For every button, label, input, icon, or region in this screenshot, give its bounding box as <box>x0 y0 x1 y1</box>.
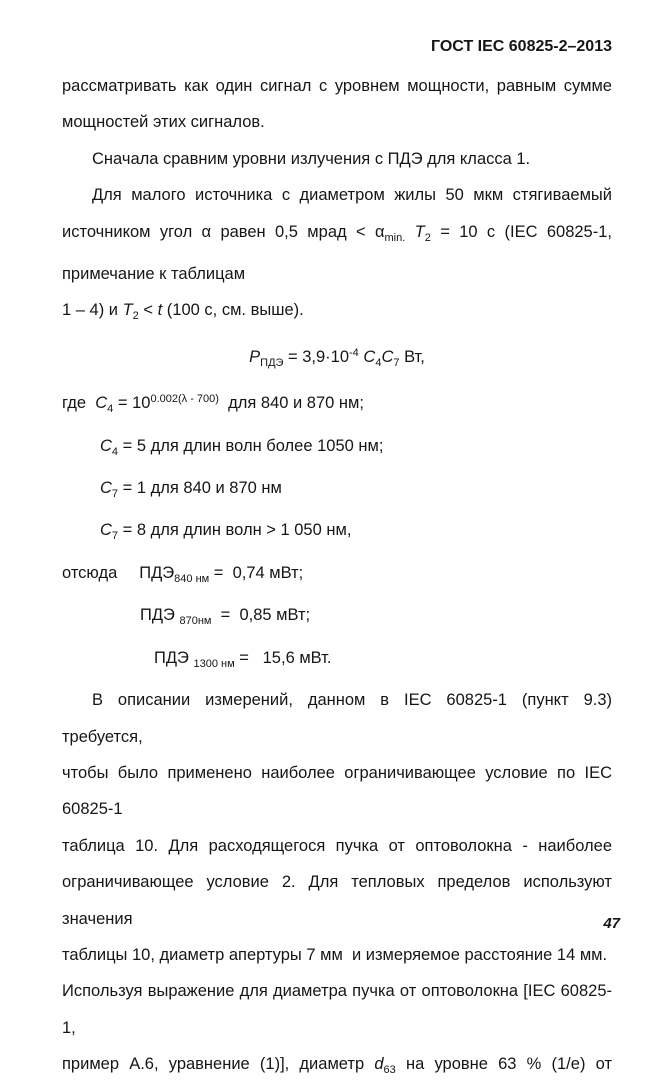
para-beam-diameter-line2: пример А.6, уравнение (1)], диаметр $d_{63}$ на уровне 63 % (1/е) от <box>62 1055 612 1077</box>
exponent: -4 <box>349 346 359 359</box>
para-small-source-line1: Для малого источника с диаметром жилы 50 мкм стягиваемый <box>92 186 612 205</box>
para-measurement-line4: ограничивающее условие 2. Для тепловых пределов используют значения <box>62 873 612 928</box>
where-c4-formula: где $C_4 = 10^{0.002(\lambda - 700)}$ для 840 и 870 нм; <box>62 393 364 416</box>
t2-symbol: T <box>122 301 133 320</box>
para-small-source-line3: примечание к таблицам <box>62 265 246 284</box>
para-measurement-line1: В описании измерений, данном в IEC 60825-1 (пункт 9.3) требуется, <box>62 691 612 746</box>
where-c4-value: $C_4 = 5$ для длин волн более 1050 нм; <box>100 436 384 458</box>
p-symbol: P <box>249 347 261 366</box>
d63-symbol: d <box>374 1055 384 1074</box>
where-c7-value2: $C_7 = 8$ для длин волн > 1 050 нм, <box>100 521 352 543</box>
para-measurement-line3: таблица 10. Для расходящегося пучка от оптоволокна - наиболее <box>62 836 612 855</box>
result-840nm: отсюда $ПДЭ_{840 нм} = 0,74$ мВт; <box>62 563 304 585</box>
page-number: 47 <box>603 915 620 932</box>
para-signals-line2: мощностей этих сигналов. <box>62 113 265 132</box>
c7-symbol: C <box>100 521 112 540</box>
para-small-source-line2: источником угол α равен 0,5 мрад < $\alpha_{min.}$ $T_2 = 10$ с (IEC 60825-1, <box>62 222 612 244</box>
c4-symbol: C <box>95 394 108 413</box>
exponent: 0.002(λ - 700) <box>150 393 219 406</box>
para-compare-pde: Сначала сравним уровни излучения с ПДЭ для класса 1. <box>92 149 531 168</box>
wavelength-subscript: 870нм <box>179 615 212 628</box>
para-measurement-line2: чтобы было применено наиболее ограничивающее условие по IEC 60825-1 <box>62 763 612 819</box>
t-symbol: t <box>157 301 163 320</box>
formula-p-pde: $P_{ПДЭ} = 3,9\cdot 10^{-4}$ $C_4C_7$ Вт, <box>249 346 425 369</box>
wavelength-subscript: 840 нм <box>174 572 210 585</box>
document-page <box>0 37 661 1077</box>
document-body <box>62 68 612 1089</box>
alpha-min-subscript: min. <box>384 231 406 244</box>
where-c7-value1: $C_7 = 1$ для 840 и 870 нм <box>100 479 282 501</box>
wavelength-subscript: 1300 нм <box>193 657 235 670</box>
para-signals-line1: рассматривать как один сигнал с уровнем мощности, равным сумме <box>62 77 612 95</box>
result-1300nm: ПДЭ $_{1300 нм}$ = 15,6 мВт. <box>154 648 332 670</box>
result-870nm: ПДЭ $_{870нм}$ = 0,85 мВт; <box>140 606 311 628</box>
para-measurement-line5: таблицы 10, диаметр апертуры 7 мм и измеряемое расстояние 14 мм. <box>62 945 608 964</box>
t2-symbol: T <box>414 222 425 241</box>
c4-symbol: C <box>363 347 376 366</box>
c7-symbol: C <box>100 479 112 498</box>
para-small-source-line4: 1 – 4) и $T_2 < t$ (100 с, см. выше). <box>62 301 304 323</box>
document-header: ГОСТ IEC 60825-2–2013 <box>430 38 612 55</box>
c4-symbol: C <box>100 436 112 455</box>
c7-symbol: C <box>381 347 394 366</box>
para-beam-diameter-line1: Используя выражение для диаметра пучка от оптоволокна [IEC 60825-1, <box>62 982 612 1037</box>
